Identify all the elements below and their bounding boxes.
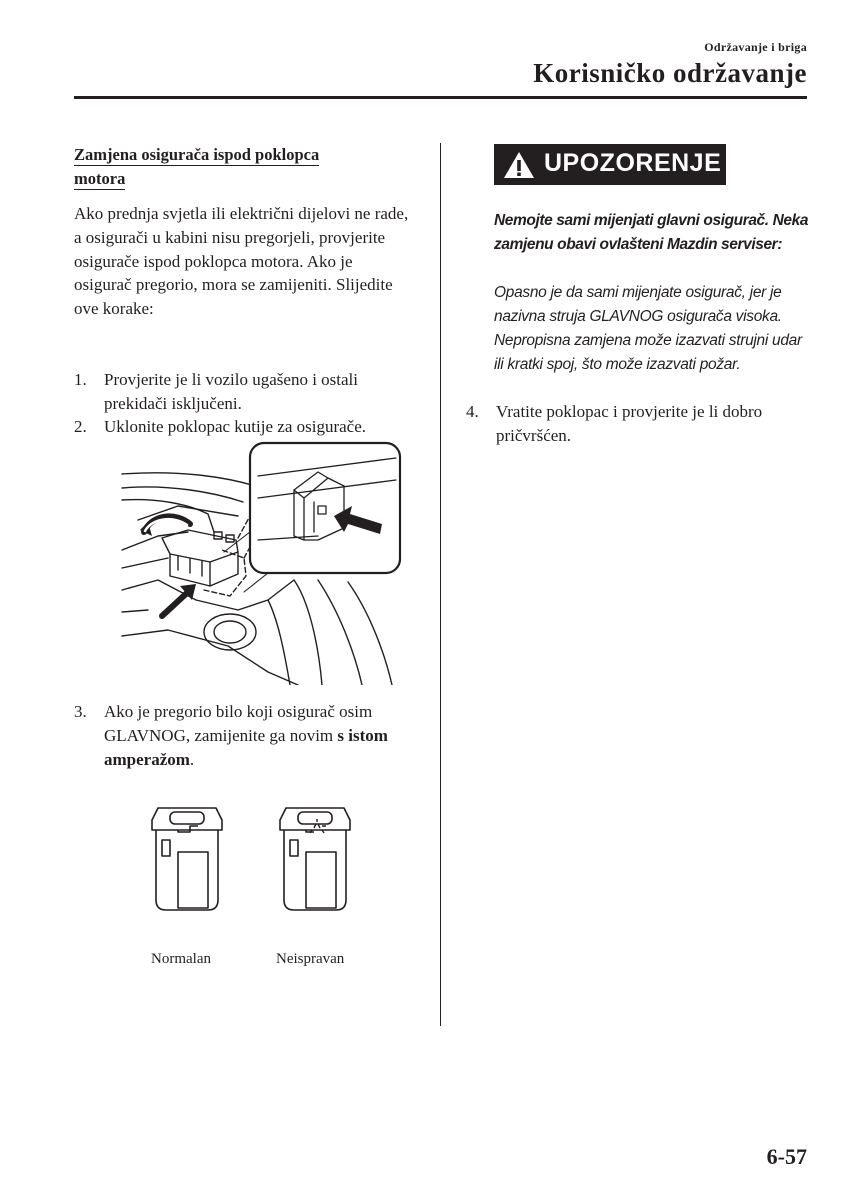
step-1 <box>74 368 419 416</box>
intro-paragraph: Ako prednja svjetla ili električni dijelovi ne rade, a osigurači u kabini nisu pregorjeli, provjerite osigurače ispod poklopca motora. Ako je osigurač pregorio, mora se zamijeniti. Slijedite ove korake: <box>74 204 409 319</box>
step-4-number: 4. <box>466 402 479 421</box>
normal-fuse-icon <box>142 800 232 915</box>
caption-normal: Normalan <box>151 951 211 967</box>
blown-fuse-icon <box>270 800 360 915</box>
warning-label: UPOZORENJE <box>544 149 722 177</box>
fuse-box-cover-illustration <box>118 440 410 685</box>
page-title: Korisničko održavanje <box>533 58 807 88</box>
heading-line-1: Zamjena osigurača ispod poklopca <box>74 145 320 164</box>
step-2 <box>74 415 419 439</box>
step-3-text-a: Ako je pregorio bilo koji osigurač osim GLAVNOG, zamijenite ga novim <box>104 702 373 745</box>
warning-text: Opasno je da sami mijenjate osigurač, jer je nazivna struja GLAVNOG osigurača visoka. Nepropisna zamjena može izazvati strujni udar ili kratki spoj, što može izazvati požar. <box>494 284 802 373</box>
warning-heading: Nemojte sami mijenjati glavni osigurač. Neka zamjenu obavi ovlašteni Mazdin serviser: <box>494 212 809 253</box>
step-3-text-bold: s istom amperažom <box>104 725 388 769</box>
caption-faulty: Neispravan <box>276 951 345 967</box>
warning-banner <box>494 144 726 185</box>
step-3-text <box>104 700 419 771</box>
step-1-number: 1. <box>74 370 87 389</box>
warning-icon <box>503 151 535 179</box>
step-3 <box>74 700 419 771</box>
section-name: Održavanje i briga <box>704 40 807 54</box>
step-3-text-c: . <box>189 749 195 769</box>
step-4-text: Vratite poklopac i provjerite je li dobro pričvršćen. <box>496 402 763 445</box>
step-2-number: 2. <box>74 417 87 436</box>
subsection-heading <box>74 143 374 191</box>
column-divider <box>440 143 441 1026</box>
step-4 <box>466 400 816 448</box>
step-1-text: Provjerite je li vozilo ugašeno i ostali prekidači isključeni. <box>104 370 359 413</box>
heading-line-2: motora <box>74 169 126 188</box>
page-number: 6-57 <box>766 1144 807 1169</box>
header-rule <box>74 96 807 99</box>
step-3-number: 3. <box>74 702 87 721</box>
step-2-text: Uklonite poklopac kutije za osigurače. <box>104 417 366 436</box>
